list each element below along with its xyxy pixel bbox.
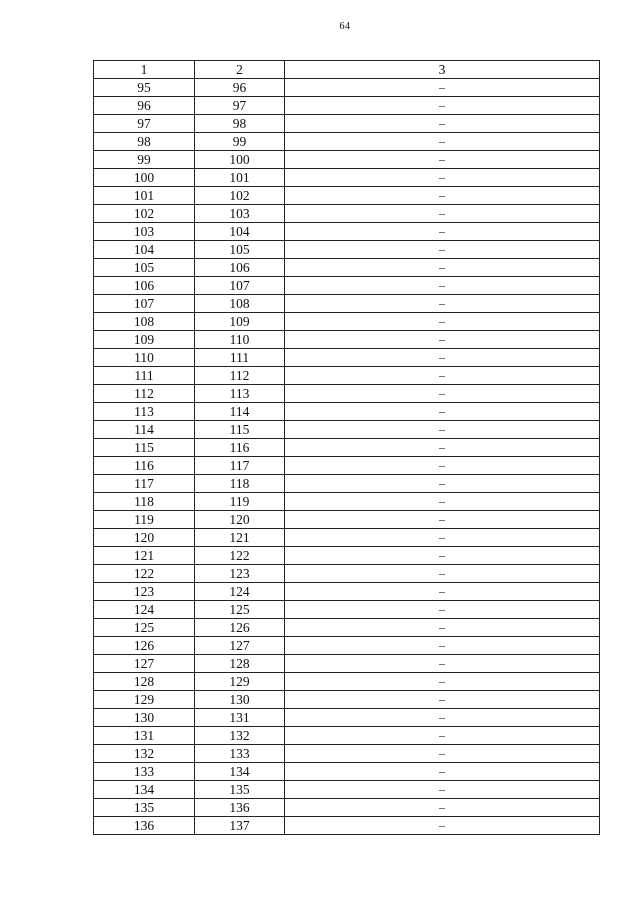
table-cell-col-3: –	[285, 763, 600, 781]
table-cell-col-1: 134	[94, 781, 195, 799]
table-row	[94, 799, 600, 817]
table-cell-col-3: –	[285, 745, 600, 763]
table-cell-col-2: 129	[195, 673, 285, 691]
table-cell-col-2: 130	[195, 691, 285, 709]
table-cell-col-2: 128	[195, 655, 285, 673]
table-cell-col-1: 103	[94, 223, 195, 241]
table-cell-col-1: 126	[94, 637, 195, 655]
table-cell-col-2: 136	[195, 799, 285, 817]
table-cell-col-1: 127	[94, 655, 195, 673]
table-cell-col-1: 112	[94, 385, 195, 403]
table-cell-col-2: 97	[195, 97, 285, 115]
table-row	[94, 673, 600, 691]
table-cell-col-2: 111	[195, 349, 285, 367]
table-cell-col-1: 129	[94, 691, 195, 709]
table-cell-col-1: 104	[94, 241, 195, 259]
table-cell-col-3: –	[285, 205, 600, 223]
table-cell-col-1: 111	[94, 367, 195, 385]
table-row	[94, 583, 600, 601]
table-row	[94, 457, 600, 475]
table-row	[94, 691, 600, 709]
table-cell-col-3: –	[285, 547, 600, 565]
table-cell-col-3: –	[285, 637, 600, 655]
table-cell-col-2: 123	[195, 565, 285, 583]
table-cell-col-2: 119	[195, 493, 285, 511]
table-row	[94, 439, 600, 457]
table-cell-col-3: –	[285, 133, 600, 151]
table-cell-col-2: 102	[195, 187, 285, 205]
table-cell-col-3: –	[285, 349, 600, 367]
table-cell-col-1: 114	[94, 421, 195, 439]
table-cell-col-1: 136	[94, 817, 195, 835]
table-cell-col-2: 126	[195, 619, 285, 637]
column-header-1: 1	[94, 61, 195, 79]
table-row	[94, 655, 600, 673]
table-cell-col-2: 125	[195, 601, 285, 619]
table-cell-col-3: –	[285, 475, 600, 493]
table-row	[94, 169, 600, 187]
table-cell-col-1: 105	[94, 259, 195, 277]
table-cell-col-3: –	[285, 313, 600, 331]
table-cell-col-3: –	[285, 151, 600, 169]
table-cell-col-2: 116	[195, 439, 285, 457]
table-row	[94, 331, 600, 349]
table-cell-col-2: 137	[195, 817, 285, 835]
table-row	[94, 727, 600, 745]
table-cell-col-3: –	[285, 619, 600, 637]
table-cell-col-3: –	[285, 79, 600, 97]
table-cell-col-3: –	[285, 799, 600, 817]
table-row	[94, 133, 600, 151]
table-cell-col-2: 108	[195, 295, 285, 313]
table-cell-col-1: 123	[94, 583, 195, 601]
table-cell-col-2: 131	[195, 709, 285, 727]
table-cell-col-2: 109	[195, 313, 285, 331]
table-row	[94, 637, 600, 655]
table-cell-col-2: 98	[195, 115, 285, 133]
table-row	[94, 313, 600, 331]
table-cell-col-3: –	[285, 817, 600, 835]
table-cell-col-1: 109	[94, 331, 195, 349]
table-cell-col-1: 117	[94, 475, 195, 493]
table-cell-col-3: –	[285, 331, 600, 349]
column-header-3: 3	[285, 61, 600, 79]
table-cell-col-1: 120	[94, 529, 195, 547]
table-cell-col-2: 114	[195, 403, 285, 421]
table-cell-col-3: –	[285, 115, 600, 133]
table-row	[94, 619, 600, 637]
table-cell-col-1: 99	[94, 151, 195, 169]
table-row	[94, 295, 600, 313]
table-cell-col-2: 132	[195, 727, 285, 745]
table-row	[94, 223, 600, 241]
table-row	[94, 493, 600, 511]
table-cell-col-2: 134	[195, 763, 285, 781]
table-cell-col-2: 104	[195, 223, 285, 241]
table-cell-col-2: 117	[195, 457, 285, 475]
table-cell-col-1: 97	[94, 115, 195, 133]
page-number: 64	[339, 21, 351, 32]
table-cell-col-2: 100	[195, 151, 285, 169]
table-header	[94, 61, 600, 79]
table-cell-col-1: 107	[94, 295, 195, 313]
table-cell-col-1: 133	[94, 763, 195, 781]
table-cell-col-2: 112	[195, 367, 285, 385]
table-cell-col-3: –	[285, 385, 600, 403]
table-cell-col-1: 125	[94, 619, 195, 637]
table-cell-col-2: 105	[195, 241, 285, 259]
table-cell-col-2: 107	[195, 277, 285, 295]
table-cell-col-2: 135	[195, 781, 285, 799]
table-cell-col-1: 130	[94, 709, 195, 727]
table-cell-col-1: 115	[94, 439, 195, 457]
table-row	[94, 277, 600, 295]
table-cell-col-1: 131	[94, 727, 195, 745]
table-row	[94, 763, 600, 781]
table-cell-col-3: –	[285, 97, 600, 115]
table-cell-col-3: –	[285, 295, 600, 313]
table-row	[94, 79, 600, 97]
table-row	[94, 259, 600, 277]
table-cell-col-1: 121	[94, 547, 195, 565]
table-cell-col-1: 108	[94, 313, 195, 331]
table-cell-col-1: 113	[94, 403, 195, 421]
data-table	[93, 60, 600, 835]
table-row	[94, 97, 600, 115]
table-cell-col-3: –	[285, 169, 600, 187]
table-row	[94, 745, 600, 763]
table-cell-col-3: –	[285, 601, 600, 619]
table-row	[94, 709, 600, 727]
table-cell-col-3: –	[285, 241, 600, 259]
table-cell-col-2: 127	[195, 637, 285, 655]
table-row	[94, 241, 600, 259]
table-cell-col-1: 132	[94, 745, 195, 763]
table-cell-col-1: 101	[94, 187, 195, 205]
table-cell-col-2: 115	[195, 421, 285, 439]
table-cell-col-1: 106	[94, 277, 195, 295]
table-row	[94, 115, 600, 133]
table-cell-col-2: 110	[195, 331, 285, 349]
table-row	[94, 421, 600, 439]
table-cell-col-3: –	[285, 781, 600, 799]
table-cell-col-3: –	[285, 583, 600, 601]
table-cell-col-1: 98	[94, 133, 195, 151]
table-cell-col-3: –	[285, 655, 600, 673]
table-row	[94, 511, 600, 529]
table-row	[94, 475, 600, 493]
table-row	[94, 547, 600, 565]
table-body	[94, 79, 600, 835]
table-cell-col-3: –	[285, 367, 600, 385]
table-cell-col-3: –	[285, 529, 600, 547]
table-row	[94, 403, 600, 421]
column-header-2: 2	[195, 61, 285, 79]
table-cell-col-1: 96	[94, 97, 195, 115]
table-cell-col-1: 95	[94, 79, 195, 97]
table-row	[94, 367, 600, 385]
table-row	[94, 349, 600, 367]
table-row	[94, 781, 600, 799]
table-row	[94, 529, 600, 547]
table-cell-col-1: 110	[94, 349, 195, 367]
table-row	[94, 205, 600, 223]
table-cell-col-1: 135	[94, 799, 195, 817]
table-row	[94, 385, 600, 403]
table-header-row	[94, 61, 600, 79]
table-cell-col-3: –	[285, 493, 600, 511]
table-cell-col-2: 99	[195, 133, 285, 151]
table-cell-col-3: –	[285, 457, 600, 475]
table-cell-col-3: –	[285, 709, 600, 727]
table-cell-col-3: –	[285, 187, 600, 205]
table-cell-col-3: –	[285, 259, 600, 277]
table-cell-col-3: –	[285, 565, 600, 583]
table-cell-col-3: –	[285, 421, 600, 439]
table-row	[94, 187, 600, 205]
table-cell-col-2: 133	[195, 745, 285, 763]
table-cell-col-1: 122	[94, 565, 195, 583]
table-cell-col-2: 103	[195, 205, 285, 223]
table-cell-col-2: 101	[195, 169, 285, 187]
table-cell-col-1: 118	[94, 493, 195, 511]
table-cell-col-3: –	[285, 403, 600, 421]
table-cell-col-2: 120	[195, 511, 285, 529]
table-cell-col-3: –	[285, 673, 600, 691]
table-cell-col-2: 121	[195, 529, 285, 547]
table-cell-col-1: 116	[94, 457, 195, 475]
table-cell-col-1: 124	[94, 601, 195, 619]
table-cell-col-3: –	[285, 691, 600, 709]
table-cell-col-3: –	[285, 511, 600, 529]
table-cell-col-2: 122	[195, 547, 285, 565]
table-cell-col-1: 100	[94, 169, 195, 187]
table-cell-col-3: –	[285, 223, 600, 241]
table-cell-col-3: –	[285, 439, 600, 457]
table-cell-col-1: 119	[94, 511, 195, 529]
table-cell-col-2: 124	[195, 583, 285, 601]
table-row	[94, 817, 600, 835]
table-row	[94, 601, 600, 619]
table-row	[94, 151, 600, 169]
table-row	[94, 565, 600, 583]
table-cell-col-2: 118	[195, 475, 285, 493]
table-cell-col-2: 106	[195, 259, 285, 277]
table-cell-col-3: –	[285, 727, 600, 745]
table-cell-col-1: 102	[94, 205, 195, 223]
table-cell-col-3: –	[285, 277, 600, 295]
table-cell-col-2: 113	[195, 385, 285, 403]
table-cell-col-2: 96	[195, 79, 285, 97]
table-cell-col-1: 128	[94, 673, 195, 691]
